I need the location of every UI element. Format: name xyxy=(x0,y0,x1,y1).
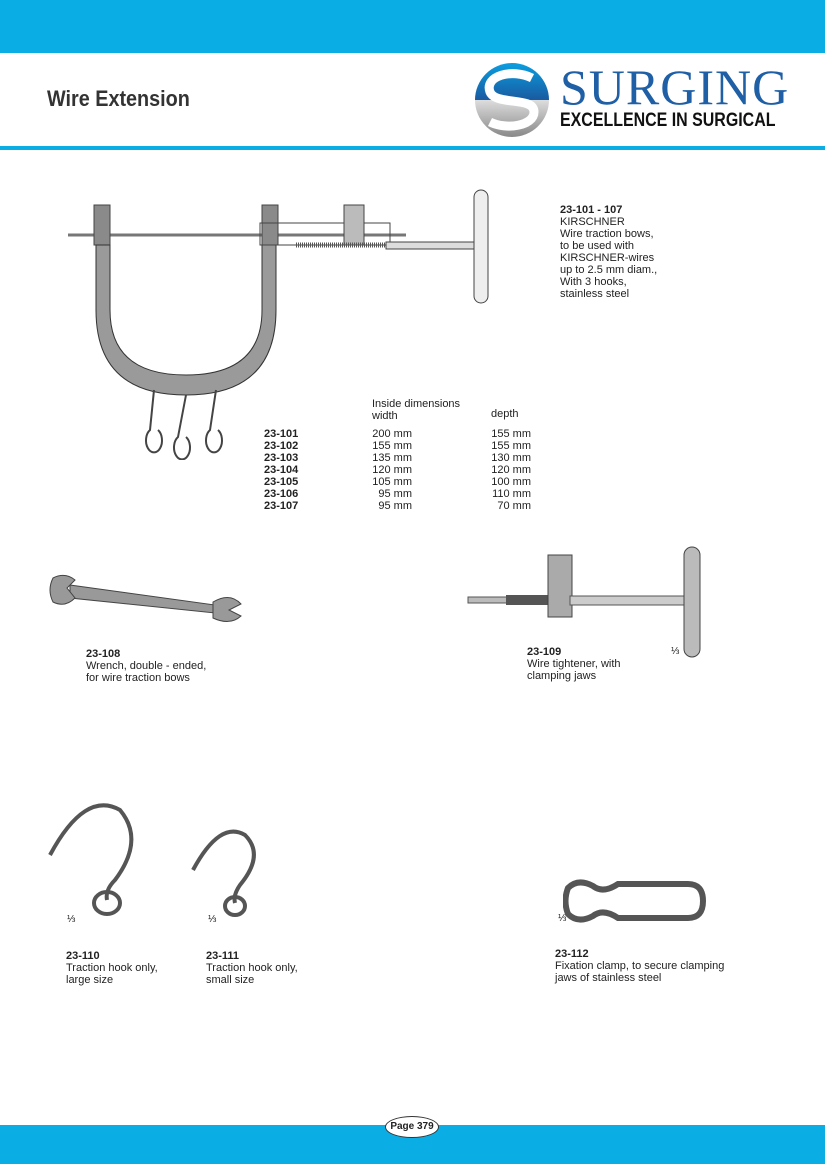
row-code: 23-107 xyxy=(264,500,299,512)
desc-line: Traction hook only, xyxy=(206,962,298,974)
product-code: 23-108 xyxy=(86,648,121,660)
depth-header: depth xyxy=(491,408,519,420)
row-width: 155 mm xyxy=(372,440,412,452)
width-header: width xyxy=(372,410,398,422)
desc-line: Fixation clamp, to secure clamping xyxy=(555,960,725,972)
row-code: 23-101 xyxy=(264,428,299,440)
desc-line: Wire tightener, with xyxy=(527,658,621,670)
row-width: 95 mm xyxy=(378,488,412,500)
fixation-clamp-image xyxy=(563,876,708,926)
desc-line: to be used with xyxy=(560,240,634,252)
desc-line: Wrench, double - ended, xyxy=(86,660,207,672)
desc-line: clamping jaws xyxy=(527,670,597,682)
row-depth: 130 mm xyxy=(491,452,531,464)
scale-label: ⅓ xyxy=(67,914,76,925)
desc-line: KIRSCHNER-wires xyxy=(560,252,655,264)
scale-label: ⅓ xyxy=(671,646,680,657)
scale-label: ⅓ xyxy=(558,913,567,924)
product-23-112-description xyxy=(555,948,724,984)
product-23-101-description xyxy=(560,204,657,300)
top-banner xyxy=(0,0,825,53)
row-code: 23-104 xyxy=(264,464,299,476)
row-code: 23-105 xyxy=(264,476,299,488)
desc-line: large size xyxy=(66,974,114,986)
traction-bow-image xyxy=(66,185,496,460)
desc-line: for wire traction bows xyxy=(86,672,190,684)
desc-line: With 3 hooks, xyxy=(560,276,627,288)
table-row xyxy=(264,440,534,452)
logo-brand: SURGING xyxy=(560,59,790,115)
row-width: 200 mm xyxy=(372,428,412,440)
row-depth: 155 mm xyxy=(491,428,531,440)
scale-label: ⅓ xyxy=(208,914,217,925)
row-depth: 70 mm xyxy=(497,500,531,512)
large-hook-image xyxy=(45,800,145,920)
wire-tightener-image xyxy=(466,545,706,660)
row-width: 95 mm xyxy=(378,500,412,512)
table-row xyxy=(264,464,534,476)
product-23-108-description xyxy=(86,648,206,684)
header-divider xyxy=(0,146,825,150)
desc-line: KIRSCHNER xyxy=(560,216,625,228)
table-row xyxy=(264,428,534,440)
desc-line: up to 2.5 mm diam., xyxy=(560,264,658,276)
table-row xyxy=(264,476,534,488)
table-row xyxy=(264,452,534,464)
row-depth: 155 mm xyxy=(491,440,531,452)
desc-line: jaws of stainless steel xyxy=(555,972,662,984)
logo-globe-icon xyxy=(472,60,556,140)
row-code: 23-103 xyxy=(264,452,299,464)
product-23-111-description xyxy=(206,950,298,986)
row-depth: 110 mm xyxy=(492,488,531,500)
row-depth: 100 mm xyxy=(491,476,531,488)
page-number: Page 379 xyxy=(385,1116,439,1138)
product-23-109-description xyxy=(527,646,621,682)
desc-line: small size xyxy=(206,974,255,986)
product-code: 23-110 xyxy=(66,950,100,962)
table-row xyxy=(264,500,534,512)
dimensions-header: Inside dimensions xyxy=(372,398,461,410)
small-hook-image xyxy=(190,825,270,920)
surging-logo xyxy=(472,58,802,142)
row-code: 23-102 xyxy=(264,440,299,452)
product-23-110-description xyxy=(66,950,158,986)
product-code: 23-111 xyxy=(206,950,240,962)
product-code: 23-101 - 107 xyxy=(560,204,623,216)
table-row xyxy=(264,488,534,500)
desc-line: Wire traction bows, xyxy=(560,228,654,240)
row-width: 105 mm xyxy=(372,476,412,488)
logo-tagline: EXCELLENCE IN SURGICAL xyxy=(560,110,776,131)
product-code: 23-109 xyxy=(527,646,562,658)
row-code: 23-106 xyxy=(264,488,299,500)
desc-line: Traction hook only, xyxy=(66,962,158,974)
row-width: 135 mm xyxy=(372,452,412,464)
desc-line: stainless steel xyxy=(560,288,630,300)
row-depth: 120 mm xyxy=(491,464,531,476)
product-code: 23-112 xyxy=(555,948,589,960)
page-title: Wire Extension xyxy=(47,86,190,111)
row-width: 120 mm xyxy=(372,464,412,476)
wrench-image xyxy=(45,570,245,625)
